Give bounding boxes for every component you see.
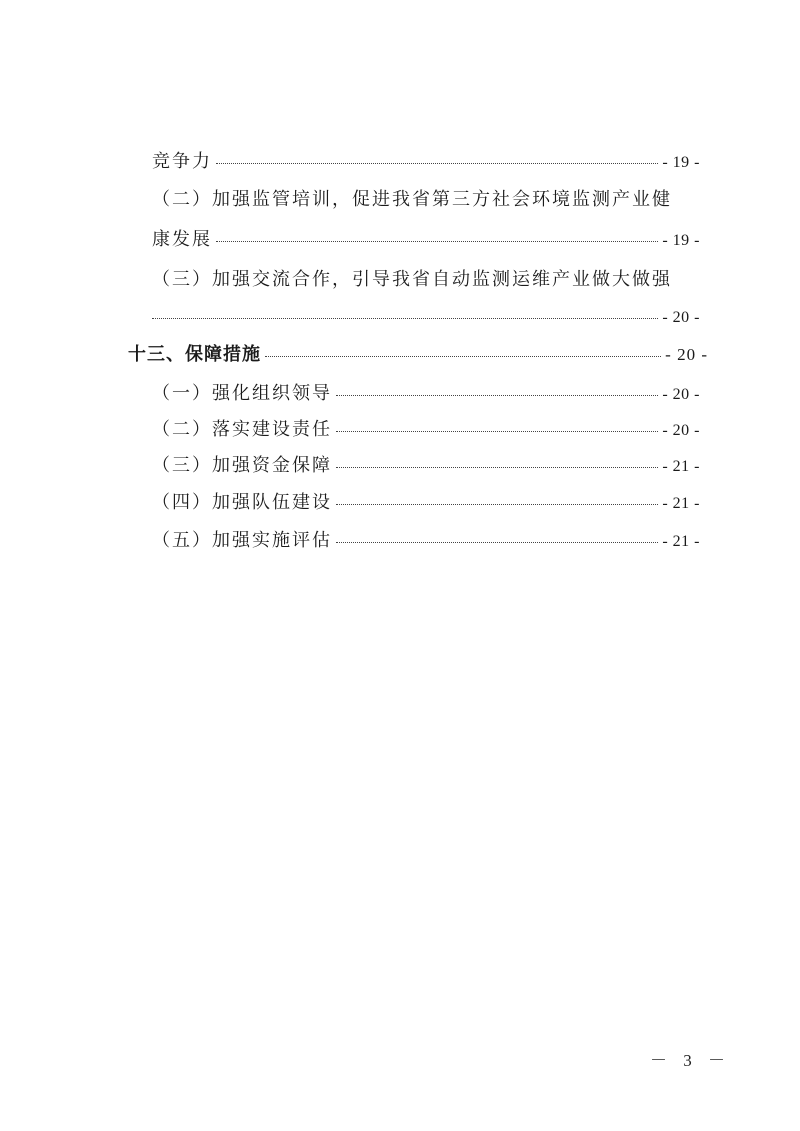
toc-entry-funding-guarantee[interactable]	[152, 454, 700, 479]
toc-page-number: - 20 -	[662, 422, 700, 439]
toc-page-number: - 21 -	[662, 458, 700, 475]
toc-entry-supervision-training-line2[interactable]	[152, 228, 700, 253]
toc-entry-text: （一）强化组织领导	[152, 383, 332, 404]
toc-section-safeguards[interactable]	[128, 343, 708, 367]
dot-leader	[336, 395, 658, 396]
toc-entry-organization-leadership[interactable]	[152, 382, 700, 407]
toc-entry-supervision-training-line1[interactable]	[152, 188, 712, 212]
toc-entry-text: （五）加强实施评估	[152, 530, 332, 551]
dot-leader	[216, 241, 658, 242]
dot-leader	[152, 318, 658, 319]
toc-entry-text: （二）落实建设责任	[152, 419, 332, 440]
toc-entry-implementation-evaluation[interactable]	[152, 529, 700, 554]
toc-page-number: - 20 -	[662, 386, 700, 403]
toc-page-number: - 20 -	[665, 345, 708, 364]
toc-entry-text: （三）加强交流合作，引导我省自动监测运维产业做大做强	[152, 269, 672, 290]
toc-page-number: - 19 -	[662, 232, 700, 249]
toc-entry-text: （四）加强队伍建设	[152, 492, 332, 513]
toc-section-title: 十三、保障措施	[128, 344, 261, 365]
dot-leader	[336, 504, 658, 505]
dot-leader	[265, 356, 661, 357]
dot-leader	[216, 163, 658, 164]
toc-entry-competitiveness[interactable]	[152, 150, 700, 175]
toc-entry-exchange-cooperation-line2[interactable]	[152, 306, 700, 330]
toc-entry-text: （三）加强资金保障	[152, 455, 332, 476]
toc-entry-exchange-cooperation-line1[interactable]	[152, 268, 712, 292]
dot-leader	[336, 431, 658, 432]
toc-entry-team-building[interactable]	[152, 491, 700, 516]
toc-page-number: - 19 -	[662, 154, 700, 171]
toc-page-number: - 21 -	[662, 495, 700, 512]
toc-entry-text: 康发展	[152, 229, 212, 250]
toc-entry-text: （二）加强监管培训，促进我省第三方社会环境监测产业健	[152, 189, 672, 210]
toc-entry-text: 竞争力	[152, 151, 212, 172]
toc-entry-construction-responsibility[interactable]	[152, 418, 700, 443]
toc-page-number: - 20 -	[662, 309, 700, 326]
dot-leader	[336, 542, 658, 543]
toc-page-number: - 21 -	[662, 533, 700, 550]
dot-leader	[336, 467, 658, 468]
page-footer-number: － 3 －	[650, 1051, 731, 1070]
